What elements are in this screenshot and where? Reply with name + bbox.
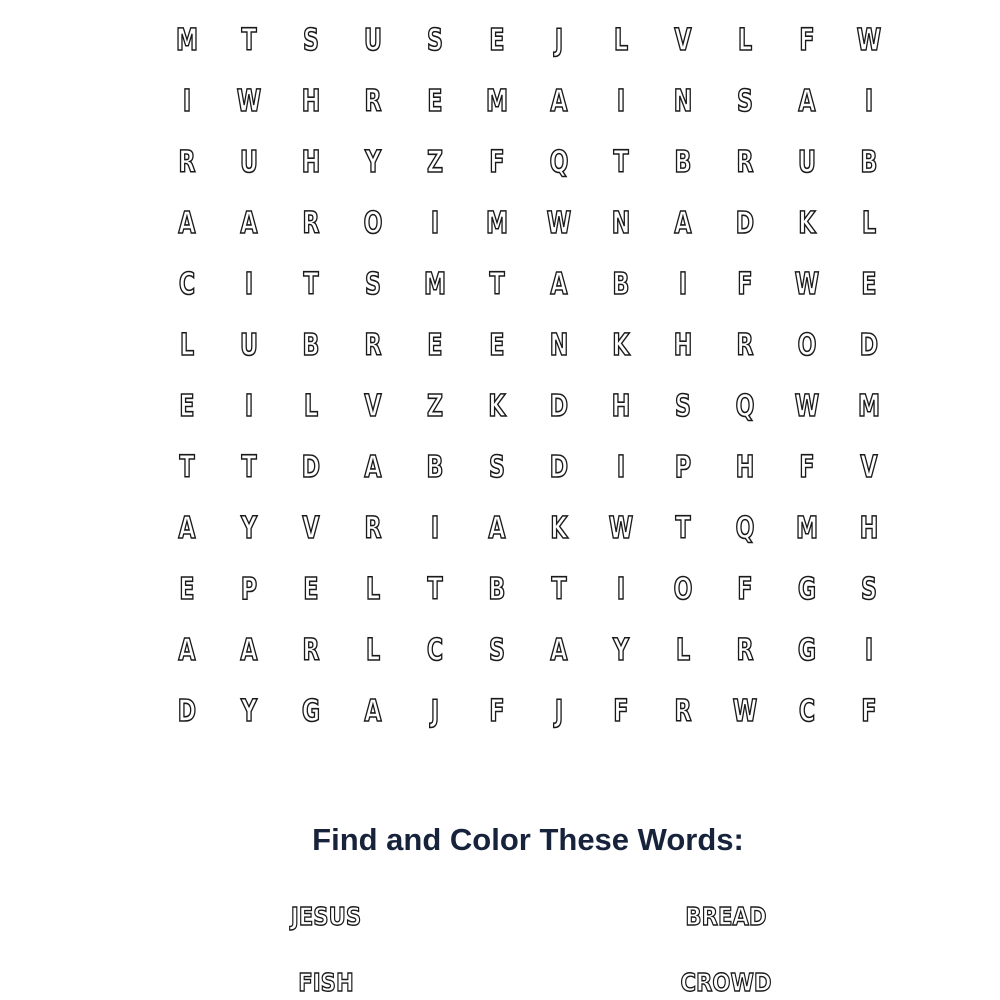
grid-letter[interactable]: E — [303, 572, 319, 607]
grid-letter[interactable]: Z — [426, 145, 444, 180]
grid-letter[interactable]: L — [365, 633, 381, 668]
grid-letter[interactable]: T — [613, 145, 629, 180]
grid-letter[interactable]: E — [489, 328, 505, 363]
grid-letter[interactable]: V — [364, 389, 382, 424]
grid-letter[interactable]: R — [736, 328, 754, 363]
grid-letter[interactable]: H — [301, 84, 321, 119]
grid-letter[interactable]: A — [178, 511, 196, 546]
grid-letter[interactable]: W — [794, 389, 820, 424]
grid-letter[interactable]: H — [673, 328, 693, 363]
grid-letter[interactable]: B — [674, 145, 692, 180]
grid-letter[interactable]: W — [732, 694, 758, 729]
grid-letter[interactable]: T — [675, 511, 691, 546]
grid-letter[interactable]: A — [550, 84, 568, 119]
grid-letter[interactable]: S — [737, 84, 753, 119]
grid-letter[interactable]: R — [736, 633, 754, 668]
grid-letter[interactable]: Z — [426, 389, 444, 424]
word-list-item: FISH — [298, 968, 354, 997]
grid-letter[interactable]: J — [430, 694, 440, 729]
grid-letter[interactable]: A — [550, 633, 568, 668]
grid-letter[interactable]: A — [240, 633, 258, 668]
grid-letter[interactable]: I — [616, 450, 626, 485]
grid-letter[interactable]: R — [364, 511, 382, 546]
grid-letter[interactable]: V — [674, 23, 692, 58]
grid-letter[interactable]: W — [546, 206, 572, 241]
word-list — [0, 896, 1000, 1000]
grid-letter[interactable]: U — [364, 23, 382, 58]
grid-letter[interactable]: L — [179, 328, 195, 363]
grid-letter[interactable]: P — [674, 450, 692, 485]
grid-letter[interactable]: C — [178, 267, 196, 302]
grid-letter[interactable]: F — [613, 694, 629, 729]
grid-letter[interactable]: A — [178, 633, 196, 668]
grid-letter[interactable]: T — [179, 450, 195, 485]
word-list-heading: Find and Color These Words: — [312, 822, 744, 857]
grid-letter[interactable]: G — [797, 633, 817, 668]
grid-letter[interactable]: W — [794, 267, 820, 302]
grid-letter[interactable]: I — [182, 84, 192, 119]
grid-letter[interactable]: E — [489, 23, 505, 58]
grid-letter[interactable]: I — [430, 206, 440, 241]
grid-letter[interactable]: I — [864, 84, 874, 119]
grid-letter[interactable]: T — [489, 267, 505, 302]
grid-letter[interactable]: C — [798, 694, 816, 729]
grid-letter[interactable]: D — [549, 450, 569, 485]
grid-letter[interactable]: A — [178, 206, 196, 241]
grid-letter[interactable]: V — [860, 450, 878, 485]
grid-letter[interactable]: T — [241, 450, 257, 485]
grid-letter[interactable]: H — [735, 450, 755, 485]
grid-letter[interactable]: H — [859, 511, 879, 546]
grid-letter[interactable]: B — [302, 328, 320, 363]
grid-letter[interactable]: T — [303, 267, 319, 302]
grid-letter[interactable]: S — [489, 633, 505, 668]
grid-letter[interactable]: A — [364, 450, 382, 485]
grid-letter[interactable]: S — [303, 23, 319, 58]
grid-letter[interactable]: T — [551, 572, 567, 607]
grid-letter[interactable]: B — [860, 145, 878, 180]
grid-letter[interactable]: M — [485, 84, 509, 119]
grid-letter[interactable]: S — [675, 389, 691, 424]
grid-letter[interactable]: J — [554, 23, 564, 58]
grid-letter[interactable]: G — [797, 572, 817, 607]
grid-letter[interactable]: K — [798, 206, 816, 241]
grid-letter[interactable]: D — [301, 450, 321, 485]
grid-letter[interactable]: R — [302, 633, 320, 668]
grid-letter[interactable]: W — [856, 23, 882, 58]
grid-letter[interactable]: A — [240, 206, 258, 241]
grid-letter[interactable]: I — [244, 267, 254, 302]
grid-letter[interactable]: F — [489, 145, 505, 180]
grid-letter[interactable]: O — [797, 328, 817, 363]
grid-letter[interactable]: I — [430, 511, 440, 546]
word-list-item: JESUS — [290, 902, 362, 931]
grid-letter[interactable]: I — [864, 633, 874, 668]
grid-letter[interactable]: B — [426, 450, 444, 485]
grid-letter[interactable]: A — [798, 84, 816, 119]
grid-letter[interactable]: E — [179, 389, 195, 424]
grid-letter[interactable]: V — [302, 511, 320, 546]
grid-letter[interactable]: O — [363, 206, 383, 241]
grid-letter[interactable]: E — [427, 328, 443, 363]
grid-letter[interactable]: Y — [612, 633, 630, 668]
grid-letter[interactable]: N — [549, 328, 569, 363]
grid-letter[interactable]: Q — [735, 511, 755, 546]
grid-letter[interactable]: S — [365, 267, 381, 302]
word-list-item: CROWD — [680, 968, 772, 997]
word-search-grid — [156, 10, 900, 742]
grid-letter[interactable]: E — [427, 84, 443, 119]
grid-letter[interactable]: S — [489, 450, 505, 485]
grid-letter[interactable]: E — [861, 267, 877, 302]
grid-letter[interactable]: I — [616, 84, 626, 119]
grid-letter[interactable]: I — [244, 389, 254, 424]
grid-letter[interactable]: L — [861, 206, 877, 241]
grid-letter[interactable]: L — [365, 572, 381, 607]
grid-letter[interactable]: A — [364, 694, 382, 729]
grid-letter[interactable]: M — [423, 267, 447, 302]
grid-letter[interactable]: J — [554, 694, 564, 729]
grid-letter[interactable]: P — [240, 572, 258, 607]
grid-letter[interactable]: F — [799, 23, 815, 58]
grid-letter[interactable]: M — [857, 389, 881, 424]
grid-letter[interactable]: D — [549, 389, 569, 424]
grid-letter[interactable]: F — [799, 450, 815, 485]
grid-letter[interactable]: S — [861, 572, 877, 607]
grid-letter[interactable]: C — [426, 633, 444, 668]
grid-letter[interactable]: D — [177, 694, 197, 729]
grid-letter[interactable]: E — [179, 572, 195, 607]
grid-letter[interactable]: K — [550, 511, 568, 546]
grid-letter[interactable]: Y — [364, 145, 382, 180]
grid-letter[interactable]: G — [301, 694, 321, 729]
grid-letter[interactable]: R — [674, 694, 692, 729]
grid-letter[interactable]: I — [616, 572, 626, 607]
grid-letter[interactable]: O — [673, 572, 693, 607]
grid-letter[interactable]: F — [737, 572, 753, 607]
grid-letter[interactable]: H — [301, 145, 321, 180]
grid-letter[interactable]: K — [612, 328, 630, 363]
grid-letter[interactable]: U — [240, 145, 258, 180]
grid-letter[interactable]: F — [489, 694, 505, 729]
grid-letter[interactable]: I — [678, 267, 688, 302]
grid-letter[interactable]: L — [737, 23, 753, 58]
grid-letter[interactable]: H — [611, 389, 631, 424]
grid-letter[interactable]: R — [736, 145, 754, 180]
grid-letter[interactable]: R — [364, 328, 382, 363]
grid-letter[interactable]: Y — [240, 694, 258, 729]
grid-letter[interactable]: F — [861, 694, 877, 729]
grid-letter[interactable]: F — [737, 267, 753, 302]
word-list-item: BREAD — [685, 902, 767, 931]
grid-letter[interactable]: N — [673, 84, 693, 119]
grid-letter[interactable]: A — [488, 511, 506, 546]
grid-letter[interactable]: D — [735, 206, 755, 241]
grid-letter[interactable]: M — [175, 23, 199, 58]
grid-letter[interactable]: W — [608, 511, 634, 546]
grid-letter[interactable]: N — [611, 206, 631, 241]
grid-letter[interactable]: Y — [240, 511, 258, 546]
grid-letter[interactable]: M — [795, 511, 819, 546]
grid-letter[interactable]: L — [675, 633, 691, 668]
grid-letter[interactable]: R — [178, 145, 196, 180]
grid-letter[interactable]: U — [798, 145, 816, 180]
grid-letter[interactable]: W — [236, 84, 262, 119]
grid-letter[interactable]: R — [302, 206, 320, 241]
grid-letter[interactable]: K — [488, 389, 506, 424]
grid-letter[interactable]: T — [241, 23, 257, 58]
grid-letter[interactable]: S — [427, 23, 443, 58]
grid-letter[interactable]: D — [859, 328, 879, 363]
grid-letter[interactable]: T — [427, 572, 443, 607]
grid-letter[interactable]: B — [488, 572, 506, 607]
grid-letter[interactable]: M — [485, 206, 509, 241]
grid-letter[interactable]: A — [550, 267, 568, 302]
grid-letter[interactable]: B — [612, 267, 630, 302]
grid-letter[interactable]: L — [613, 23, 629, 58]
grid-letter[interactable]: L — [303, 389, 319, 424]
grid-letter[interactable]: R — [364, 84, 382, 119]
grid-letter[interactable]: U — [240, 328, 258, 363]
grid-letter[interactable]: Q — [549, 145, 569, 180]
grid-letter[interactable]: A — [674, 206, 692, 241]
grid-letter[interactable]: Q — [735, 389, 755, 424]
